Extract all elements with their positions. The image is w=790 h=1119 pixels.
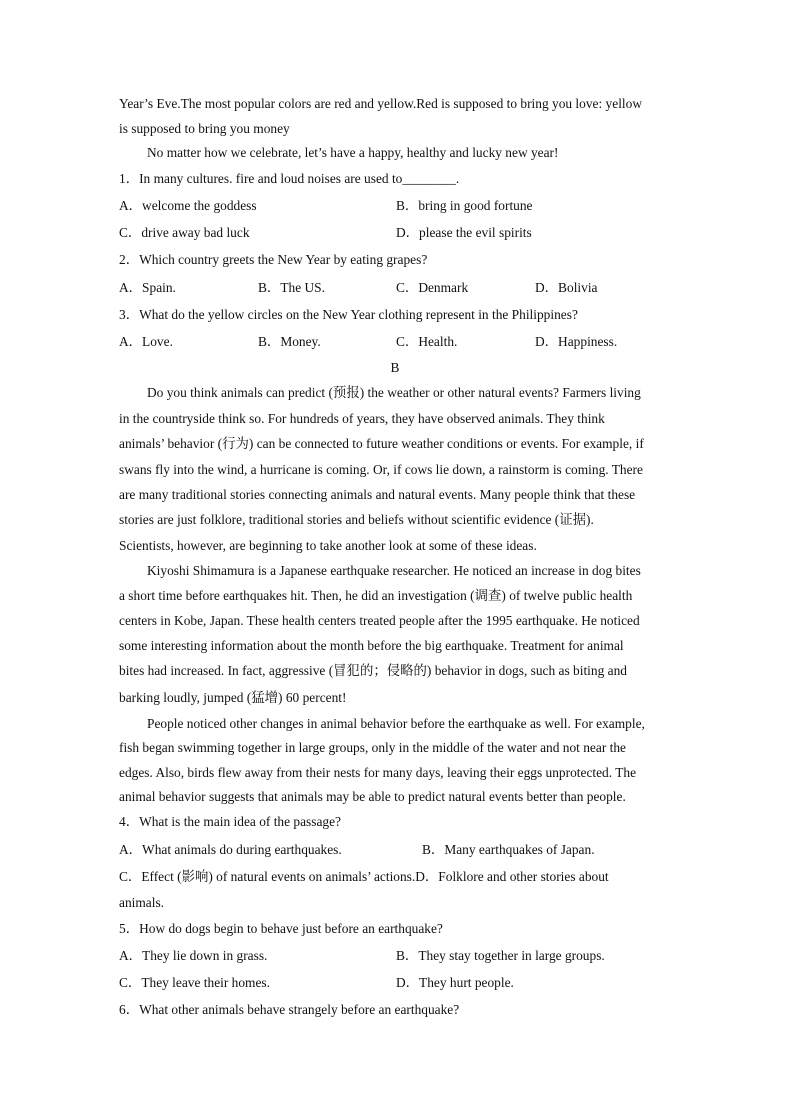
- q5-option-d: D．They hurt people.: [396, 975, 514, 990]
- q5-option-b: B．They stay together in large groups.: [396, 948, 605, 963]
- q3-option-a: A．Love.: [119, 334, 173, 349]
- q4-option-b: B．Many earthquakes of Japan.: [422, 842, 595, 857]
- q2-option-a: A．Spain.: [119, 280, 176, 295]
- q4-option-cd: C．Effect (影响) of natural events on animals’ actions.D．Folklore and other stories about: [119, 869, 609, 884]
- q1-option-b: B．bring in good fortune: [396, 198, 533, 213]
- passage-b-p1-line: swans fly into the wind, a hurricane is coming. Or, if cows lie down, a rainstorm is coming. There: [119, 462, 643, 477]
- q5-option-a: A．They lie down in grass.: [119, 948, 268, 963]
- intro-line-2: is supposed to bring you money: [119, 121, 290, 136]
- q3-option-b: B．Money.: [258, 334, 321, 349]
- q4-option-a: A．What animals do during earthquakes.: [119, 842, 342, 857]
- q3-stem: 3．What do the yellow circles on the New Year clothing represent in the Philippines?: [119, 307, 578, 322]
- passage-b-p1-line: animals’ behavior (行为) can be connected to future weather conditions or events. For example, if: [119, 436, 644, 451]
- passage-b-p3-line: People noticed other changes in animal behavior before the earthquake as well. For example,: [147, 716, 645, 731]
- intro-line-1: Year’s Eve.The most popular colors are red and yellow.Red is supposed to bring you love: yellow: [119, 96, 643, 111]
- q3-option-c: C．Health.: [396, 334, 458, 349]
- q1-option-d: D．please the evil spirits: [396, 225, 532, 240]
- q5-stem: 5．How do dogs begin to behave just before an earthquake?: [119, 921, 443, 936]
- passage-b-p1-line: in the countryside think so. For hundreds of years, they have observed animals. They think: [119, 411, 605, 426]
- passage-b-p3-line: fish began swimming together in large groups, only in the middle of the water and not near the: [119, 740, 626, 755]
- q2-stem: 2．Which country greets the New Year by eating grapes?: [119, 252, 428, 267]
- passage-b-p1-line: are many traditional stories connecting animals and natural events. Many people think that these: [119, 487, 636, 502]
- passage-b-p1-line: Do you think animals can predict (预报) the weather or other natural events? Farmers living: [147, 385, 641, 400]
- passage-b-p2-line: Kiyoshi Shimamura is a Japanese earthquake researcher. He noticed an increase in dog bites: [147, 563, 641, 578]
- q4-stem: 4．What is the main idea of the passage?: [119, 814, 341, 829]
- q4-option-cd-cont: animals.: [119, 895, 164, 910]
- q3-option-d: D．Happiness.: [535, 334, 618, 349]
- q5-option-c: C．They leave their homes.: [119, 975, 270, 990]
- passage-b-p2-line: centers in Kobe, Japan. These health centers treated people after the 1995 earthquake. He noticed: [119, 613, 640, 628]
- passage-b-p1-line: Scientists, however, are beginning to take another look at some of these ideas.: [119, 538, 537, 553]
- q6-stem: 6．What other animals behave strangely before an earthquake?: [119, 1002, 460, 1017]
- q2-option-b: B．The US.: [258, 280, 325, 295]
- q1-option-c: C．drive away bad luck: [119, 225, 250, 240]
- passage-b-p3-line: edges. Also, birds flew away from their nests for many days, leaving their eggs unprotected. The: [119, 765, 637, 780]
- passage-b-p2-line: a short time before earthquakes hit. Then, he did an investigation (调查) of twelve public health: [119, 588, 633, 603]
- q1-option-a: A．welcome the goddess: [119, 198, 257, 213]
- q1-stem: 1．In many cultures. fire and loud noises are used to________.: [119, 171, 460, 186]
- passage-b-p1-line: stories are just folklore, traditional stories and beliefs without scientific evidence (证据).: [119, 512, 594, 527]
- passage-b-p3-line: animal behavior suggests that animals may be able to predict natural events better than people.: [119, 789, 626, 804]
- passage-b-p2-line: barking loudly, jumped (猛增) 60 percent!: [119, 690, 347, 705]
- section-heading-b: B: [390, 360, 400, 375]
- passage-b-p2-line: bites had increased. In fact, aggressive (冒犯的；侵略的) behavior in dogs, such as biting and: [119, 663, 627, 678]
- q2-option-c: C．Denmark: [396, 280, 469, 295]
- intro-line-3: No matter how we celebrate, let’s have a happy, healthy and lucky new year!: [147, 145, 559, 160]
- q2-option-d: D．Bolivia: [535, 280, 598, 295]
- passage-b-p2-line: some interesting information about the month before the big earthquake. Treatment for animal: [119, 638, 624, 653]
